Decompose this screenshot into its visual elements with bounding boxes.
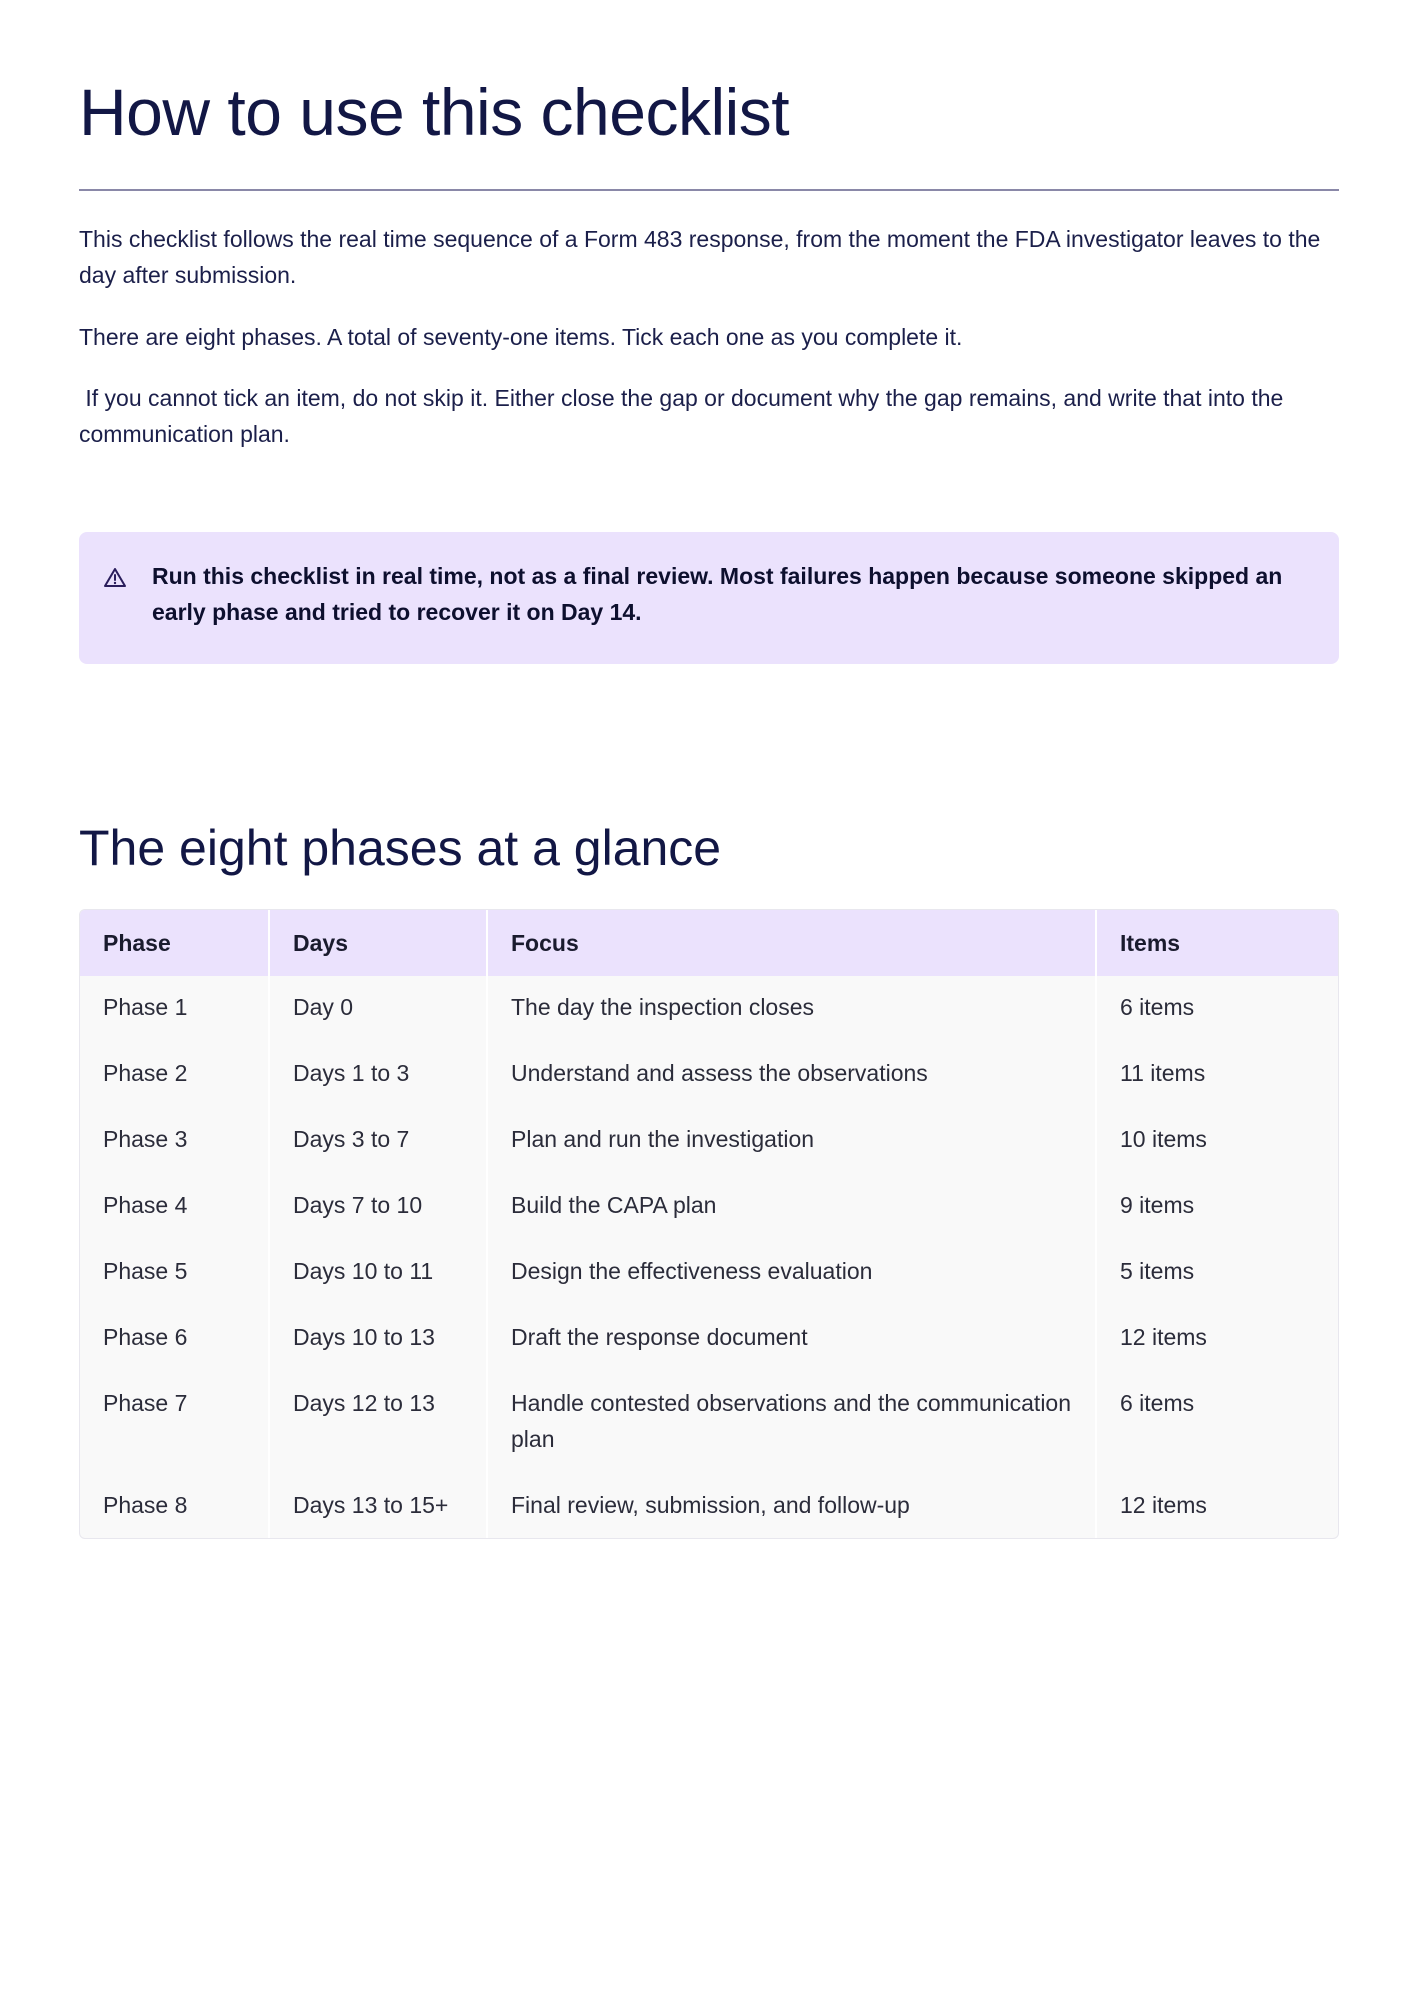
column-header-phase: Phase xyxy=(80,910,269,976)
column-header-days: Days xyxy=(269,910,487,976)
cell-focus: The day the inspection closes xyxy=(487,976,1096,1040)
phases-table xyxy=(79,909,1339,1539)
cell-items: 9 items xyxy=(1120,1192,1195,1218)
table-row xyxy=(80,1106,1338,1172)
cell-days: Days 12 to 13 xyxy=(269,1370,487,1472)
table-row xyxy=(80,1238,1338,1304)
cell-days: Days 1 to 3 xyxy=(269,1040,487,1106)
cell-items: 10 items xyxy=(1120,1126,1207,1152)
cell-items: 6 items xyxy=(1120,994,1195,1020)
cell-items: 6 items xyxy=(1120,1390,1195,1416)
cell-days: Day 0 xyxy=(269,976,487,1040)
table-row xyxy=(80,976,1338,1040)
column-header-focus: Focus xyxy=(487,910,1096,976)
document-page xyxy=(79,0,1339,1539)
section-title: The eight phases at a glance xyxy=(79,820,722,876)
table-row xyxy=(80,1472,1338,1538)
callout-text: Run this checklist in real time, not as a final review. Most failures happen because someone skipped an early phase and tried to recover it on Day 14. xyxy=(152,563,1283,625)
table-row xyxy=(80,1370,1338,1472)
cell-focus: Understand and assess the observations xyxy=(487,1040,1096,1106)
cell-focus: Handle contested observations and the communication plan xyxy=(487,1370,1096,1472)
cell-items: 12 items xyxy=(1120,1324,1207,1350)
cell-focus: Design the effectiveness evaluation xyxy=(487,1238,1096,1304)
cell-days: Days 10 to 13 xyxy=(269,1304,487,1370)
table-row xyxy=(80,1172,1338,1238)
page-title: How to use this checklist xyxy=(79,75,790,149)
intro-paragraph-2: There are eight phases. A total of seventy-one items. Tick each one as you complete it. xyxy=(79,324,963,350)
cell-days: Days 10 to 11 xyxy=(269,1238,487,1304)
cell-days: Days 3 to 7 xyxy=(269,1106,487,1172)
cell-focus: Final review, submission, and follow-up xyxy=(487,1472,1096,1538)
cell-focus: Draft the response document xyxy=(487,1304,1096,1370)
cell-focus: Build the CAPA plan xyxy=(487,1172,1096,1238)
cell-phase: Phase 2 xyxy=(80,1040,269,1106)
table-header-row xyxy=(80,910,1338,976)
cell-items: 12 items xyxy=(1120,1492,1207,1518)
cell-days: Days 13 to 15+ xyxy=(269,1472,487,1538)
table-row xyxy=(80,1040,1338,1106)
intro-paragraph-3: If you cannot tick an item, do not skip it. Either close the gap or document why the gap remains, and write that into the communication plan. xyxy=(79,385,1290,447)
cell-focus: Plan and run the investigation xyxy=(487,1106,1096,1172)
cell-phase: Phase 7 xyxy=(80,1370,269,1472)
cell-phase: Phase 6 xyxy=(80,1304,269,1370)
table-row xyxy=(80,1304,1338,1370)
cell-phase: Phase 1 xyxy=(80,976,269,1040)
cell-items: 5 items xyxy=(1120,1258,1195,1284)
warning-callout xyxy=(79,532,1339,664)
warning-triangle-icon xyxy=(103,566,127,590)
cell-phase: Phase 4 xyxy=(80,1172,269,1238)
cell-phase: Phase 5 xyxy=(80,1238,269,1304)
intro-paragraph-1: This checklist follows the real time sequence of a Form 483 response, from the moment the FDA investigator leaves to the day after submission. xyxy=(79,226,1321,288)
cell-phase: Phase 3 xyxy=(80,1106,269,1172)
column-header-items: Items xyxy=(1096,910,1338,976)
cell-phase: Phase 8 xyxy=(80,1472,269,1538)
cell-days: Days 7 to 10 xyxy=(269,1172,487,1238)
cell-items: 11 items xyxy=(1120,1060,1206,1086)
title-divider xyxy=(79,189,1339,191)
